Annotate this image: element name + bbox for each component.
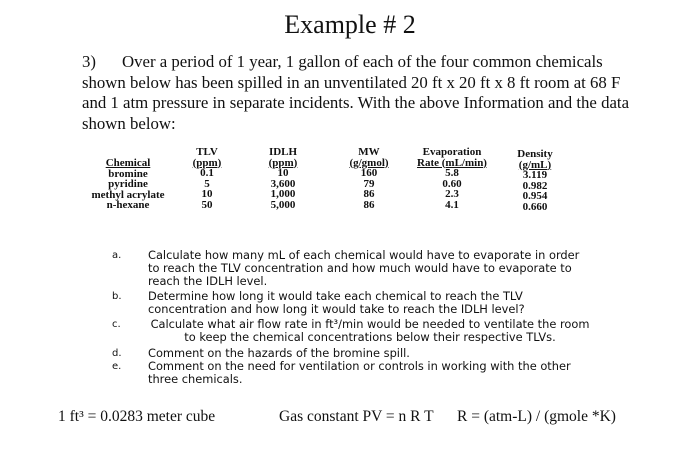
- question-list: [112, 249, 592, 386]
- evaporation-value: 2.3: [445, 188, 459, 200]
- tlv-value: 5: [204, 177, 210, 190]
- chemical-column: [78, 158, 178, 211]
- problem-statement: [82, 52, 682, 134]
- density-value: 3.119: [522, 169, 548, 181]
- mw-column: [338, 147, 400, 210]
- question-letter: a.: [112, 250, 122, 261]
- question-text: Calculate what air flow rate in ft³/min would be needed to ventilate the room to keep the chemical concentrations below their respective TLVs.: [150, 317, 590, 344]
- density-column: [506, 149, 564, 212]
- question-letter: e.: [112, 361, 122, 372]
- question-text: Determine how long it would take each chemical to reach the TLV concentration and how long it would take to reach the IDLH level?: [148, 289, 525, 316]
- mw-value: 79: [363, 177, 375, 190]
- gas-constant-equation: Gas constant PV = n R T: [279, 408, 434, 425]
- idlh-header: IDLH: [268, 146, 298, 158]
- idlh-column: [258, 147, 308, 210]
- question-letter: b.: [112, 291, 122, 302]
- idlh-value: 10: [277, 167, 289, 179]
- density-value: 0.982: [522, 179, 548, 192]
- idlh-value: 3,600: [270, 177, 296, 190]
- question-item: [112, 318, 592, 344]
- problem-line: 3) Over a period of 1 year, 1 gallon of each of the four common chemicals: [82, 52, 603, 71]
- density-unit: (g/mL): [518, 158, 552, 171]
- problem-line: shown below:: [82, 113, 176, 133]
- unit-conversion: 1 ft³ = 0.0283 meter cube: [58, 408, 216, 425]
- question-item: [112, 360, 592, 386]
- chemical-name: n-hexane: [106, 199, 150, 211]
- problem-line: and 1 atm pressure in separate incidents. With the above Information and the data: [82, 93, 630, 113]
- evaporation-header: Evaporation: [422, 146, 482, 158]
- chemical-name: methyl acrylate: [91, 188, 165, 201]
- question-item: [112, 290, 592, 316]
- idlh-value: 5,000: [270, 198, 296, 211]
- tlv-value: 0.1: [200, 167, 214, 179]
- chemical-name: pyridine: [108, 178, 148, 190]
- question-text: Calculate how many mL of each chemical would have to evaporate in order to reach the TLV concentration and how much would have to evaporate to reach the IDLH level.: [148, 248, 580, 288]
- question-text: Comment on the hazards of the bromine spill.: [148, 346, 410, 360]
- question-text: Comment on the need for ventilation or controls in working with the other three chemicals.: [148, 359, 571, 386]
- chemical-header: Chemical: [105, 157, 151, 169]
- tlv-value: 10: [201, 188, 213, 200]
- question-letter: c.: [112, 319, 121, 330]
- mw-value: 86: [363, 188, 375, 200]
- idlh-unit: (ppm): [268, 156, 298, 169]
- idlh-value: 1,000: [270, 188, 296, 200]
- evaporation-column: [409, 147, 495, 210]
- tlv-header: TLV: [196, 146, 218, 158]
- question-letter: d.: [112, 348, 122, 359]
- question-item: [112, 249, 592, 288]
- density-value: 0.660: [522, 200, 548, 213]
- mw-header: MW: [358, 146, 380, 158]
- mw-unit: (g/gmol): [349, 156, 389, 169]
- problem-line: shown below has been spilled in an unventilated 20 ft x 20 ft x 8 ft room at 68 F: [82, 72, 621, 92]
- tlv-value: 50: [201, 198, 213, 211]
- evaporation-value: 4.1: [445, 198, 459, 211]
- evaporation-unit: Rate (mL/min): [417, 156, 487, 169]
- tlv-unit: (ppm): [192, 156, 222, 169]
- evaporation-value: 5.8: [445, 167, 459, 179]
- mw-value: 86: [363, 198, 375, 211]
- density-value: 0.954: [522, 190, 548, 202]
- page-title: Example # 2: [284, 10, 416, 39]
- problem-number: 3): [82, 52, 96, 71]
- evaporation-value: 0.60: [442, 177, 462, 190]
- tlv-column: [187, 147, 227, 210]
- density-header: Density: [517, 148, 553, 160]
- chemical-name: bromine: [108, 167, 148, 180]
- mw-value: 160: [360, 167, 378, 179]
- r-value-units: R = (atm-L) / (gmole *K): [457, 408, 616, 425]
